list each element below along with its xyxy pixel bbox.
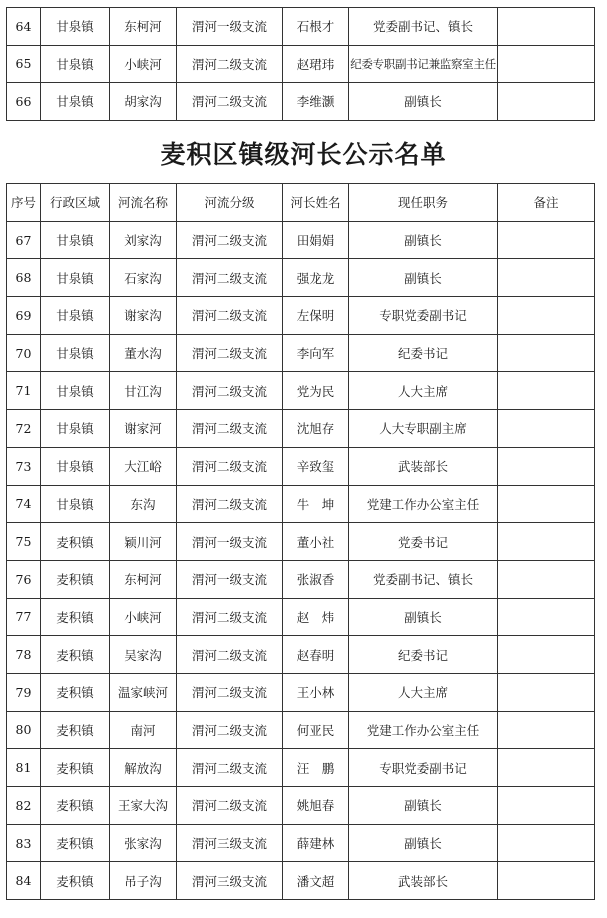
header-remark: 备注	[498, 184, 595, 222]
cell-no: 83	[7, 824, 41, 862]
cell-region: 甘泉镇	[41, 485, 110, 523]
cell-river: 大江峪	[110, 447, 177, 485]
cell-level: 渭河二级支流	[177, 410, 283, 448]
cell-level: 渭河二级支流	[177, 711, 283, 749]
cell-region: 甘泉镇	[41, 372, 110, 410]
table-row	[7, 824, 595, 862]
cell-remark	[498, 410, 595, 448]
cell-region: 麦积镇	[41, 636, 110, 674]
page-title: 麦积区镇级河长公示名单	[160, 140, 447, 169]
header-no: 序号	[7, 184, 41, 222]
cell-remark	[498, 560, 595, 598]
cell-no: 71	[7, 372, 41, 410]
cell-level: 渭河二级支流	[177, 259, 283, 297]
cell-level: 渭河二级支流	[177, 334, 283, 372]
cell-river: 东柯河	[110, 8, 177, 46]
cell-region: 甘泉镇	[41, 334, 110, 372]
table-row	[7, 636, 595, 674]
cell-river: 谢家沟	[110, 297, 177, 335]
header-level: 河流分级	[177, 184, 283, 222]
table-row	[7, 83, 595, 121]
cell-level: 渭河三级支流	[177, 862, 283, 900]
cell-level: 渭河二级支流	[177, 372, 283, 410]
table-row	[7, 45, 595, 83]
cell-chief: 赵春明	[283, 636, 349, 674]
cell-region: 麦积镇	[41, 523, 110, 561]
cell-chief: 强龙龙	[283, 259, 349, 297]
cell-level: 渭河一级支流	[177, 8, 283, 46]
header-river: 河流名称	[110, 184, 177, 222]
cell-region: 麦积镇	[41, 862, 110, 900]
cell-remark	[498, 523, 595, 561]
cell-no: 70	[7, 334, 41, 372]
cell-level: 渭河二级支流	[177, 485, 283, 523]
table-row	[7, 297, 595, 335]
cell-chief: 薛建林	[283, 824, 349, 862]
cell-level: 渭河三级支流	[177, 824, 283, 862]
table-row	[7, 8, 595, 46]
cell-river: 吴家沟	[110, 636, 177, 674]
cell-position: 党委副书记、镇长	[349, 560, 498, 598]
cell-region: 甘泉镇	[41, 221, 110, 259]
cell-region: 甘泉镇	[41, 8, 110, 46]
table-row	[7, 749, 595, 787]
cell-remark	[498, 259, 595, 297]
table-row	[7, 485, 595, 523]
cell-remark	[498, 447, 595, 485]
cell-river: 石家沟	[110, 259, 177, 297]
cell-river: 谢家河	[110, 410, 177, 448]
cell-river: 张家沟	[110, 824, 177, 862]
cell-remark	[498, 297, 595, 335]
header-position: 现任职务	[349, 184, 498, 222]
cell-no: 76	[7, 560, 41, 598]
cell-position: 专职党委副书记	[349, 297, 498, 335]
cell-no: 72	[7, 410, 41, 448]
cell-chief: 李维灏	[283, 83, 349, 121]
cell-level: 渭河二级支流	[177, 673, 283, 711]
cell-position: 副镇长	[349, 598, 498, 636]
cell-region: 麦积镇	[41, 598, 110, 636]
cell-river: 小峡河	[110, 598, 177, 636]
cell-position: 人大专职副主席	[349, 410, 498, 448]
cell-remark	[498, 749, 595, 787]
cell-no: 84	[7, 862, 41, 900]
header-chief: 河长姓名	[283, 184, 349, 222]
cell-level: 渭河二级支流	[177, 297, 283, 335]
cell-no: 78	[7, 636, 41, 674]
cell-remark	[498, 673, 595, 711]
cell-river: 南河	[110, 711, 177, 749]
cell-no: 74	[7, 485, 41, 523]
table-row	[7, 862, 595, 900]
cell-level: 渭河二级支流	[177, 749, 283, 787]
cell-remark	[498, 221, 595, 259]
cell-remark	[498, 372, 595, 410]
cell-no: 68	[7, 259, 41, 297]
cell-chief: 辛致玺	[283, 447, 349, 485]
cell-no: 64	[7, 8, 41, 46]
cell-region: 麦积镇	[41, 749, 110, 787]
cell-position: 党委书记	[349, 523, 498, 561]
cell-level: 渭河二级支流	[177, 447, 283, 485]
cell-position: 武装部长	[349, 447, 498, 485]
cell-no: 79	[7, 673, 41, 711]
cell-river: 胡家沟	[110, 83, 177, 121]
cell-chief: 王小林	[283, 673, 349, 711]
cell-remark	[498, 8, 595, 46]
cell-remark	[498, 862, 595, 900]
table-row	[7, 787, 595, 825]
cell-region: 甘泉镇	[41, 297, 110, 335]
cell-position: 纪委专职副书记兼监察室主任	[349, 45, 498, 83]
cell-chief: 李向军	[283, 334, 349, 372]
table-row	[7, 673, 595, 711]
cell-no: 80	[7, 711, 41, 749]
cell-no: 67	[7, 221, 41, 259]
cell-chief: 潘文超	[283, 862, 349, 900]
cell-chief: 田娟娟	[283, 221, 349, 259]
cell-chief: 张淑香	[283, 560, 349, 598]
cell-river: 小峡河	[110, 45, 177, 83]
cell-remark	[498, 485, 595, 523]
cell-position: 副镇长	[349, 824, 498, 862]
cell-position: 党委副书记、镇长	[349, 8, 498, 46]
table-row	[7, 410, 595, 448]
cell-position: 专职党委副书记	[349, 749, 498, 787]
cell-position: 人大主席	[349, 372, 498, 410]
cell-region: 甘泉镇	[41, 259, 110, 297]
cell-region: 麦积镇	[41, 673, 110, 711]
cell-position: 副镇长	[349, 221, 498, 259]
cell-remark	[498, 636, 595, 674]
cell-river: 温家峡河	[110, 673, 177, 711]
cell-river: 刘家沟	[110, 221, 177, 259]
cell-river: 东沟	[110, 485, 177, 523]
cell-level: 渭河一级支流	[177, 523, 283, 561]
continued-table-body	[7, 8, 595, 121]
table-row	[7, 447, 595, 485]
cell-region: 麦积镇	[41, 824, 110, 862]
cell-region: 甘泉镇	[41, 447, 110, 485]
cell-chief: 左保明	[283, 297, 349, 335]
cell-remark	[498, 824, 595, 862]
cell-no: 77	[7, 598, 41, 636]
cell-position: 人大主席	[349, 673, 498, 711]
cell-position: 纪委书记	[349, 636, 498, 674]
cell-level: 渭河二级支流	[177, 636, 283, 674]
cell-no: 75	[7, 523, 41, 561]
table-row	[7, 560, 595, 598]
cell-chief: 赵珺玮	[283, 45, 349, 83]
cell-remark	[498, 45, 595, 83]
cell-position: 纪委书记	[349, 334, 498, 372]
cell-river: 董水沟	[110, 334, 177, 372]
cell-region: 麦积镇	[41, 711, 110, 749]
cell-level: 渭河二级支流	[177, 598, 283, 636]
cell-position: 武装部长	[349, 862, 498, 900]
cell-level: 渭河二级支流	[177, 45, 283, 83]
cell-region: 麦积镇	[41, 787, 110, 825]
cell-chief: 石根才	[283, 8, 349, 46]
continued-table	[6, 7, 595, 121]
cell-position: 副镇长	[349, 787, 498, 825]
cell-river: 颖川河	[110, 523, 177, 561]
table-row	[7, 598, 595, 636]
cell-chief: 沈旭存	[283, 410, 349, 448]
cell-remark	[498, 334, 595, 372]
table-row	[7, 523, 595, 561]
cell-no: 66	[7, 83, 41, 121]
cell-river: 解放沟	[110, 749, 177, 787]
cell-river: 东柯河	[110, 560, 177, 598]
cell-river: 王家大沟	[110, 787, 177, 825]
table-row	[7, 372, 595, 410]
cell-no: 81	[7, 749, 41, 787]
cell-level: 渭河二级支流	[177, 221, 283, 259]
cell-level: 渭河二级支流	[177, 787, 283, 825]
cell-river: 吊子沟	[110, 862, 177, 900]
cell-no: 65	[7, 45, 41, 83]
cell-chief: 何亚民	[283, 711, 349, 749]
cell-position: 副镇长	[349, 259, 498, 297]
cell-remark	[498, 711, 595, 749]
river-chief-table-body	[7, 221, 595, 899]
cell-position: 副镇长	[349, 83, 498, 121]
table-row	[7, 259, 595, 297]
cell-no: 82	[7, 787, 41, 825]
cell-no: 73	[7, 447, 41, 485]
cell-chief: 董小社	[283, 523, 349, 561]
cell-region: 甘泉镇	[41, 410, 110, 448]
header-region: 行政区域	[41, 184, 110, 222]
cell-no: 69	[7, 297, 41, 335]
cell-remark	[498, 598, 595, 636]
cell-remark	[498, 83, 595, 121]
cell-chief: 姚旭春	[283, 787, 349, 825]
cell-chief: 汪 鹏	[283, 749, 349, 787]
river-chief-table	[6, 183, 595, 900]
table-row	[7, 711, 595, 749]
cell-position: 党建工作办公室主任	[349, 485, 498, 523]
table-row	[7, 221, 595, 259]
cell-chief: 赵 炜	[283, 598, 349, 636]
cell-position: 党建工作办公室主任	[349, 711, 498, 749]
cell-region: 甘泉镇	[41, 83, 110, 121]
cell-chief: 牛 坤	[283, 485, 349, 523]
cell-region: 麦积镇	[41, 560, 110, 598]
table-row	[7, 334, 595, 372]
cell-level: 渭河一级支流	[177, 560, 283, 598]
cell-region: 甘泉镇	[41, 45, 110, 83]
cell-level: 渭河二级支流	[177, 83, 283, 121]
cell-chief: 党为民	[283, 372, 349, 410]
cell-river: 甘江沟	[110, 372, 177, 410]
cell-remark	[498, 787, 595, 825]
table-header-row	[7, 184, 595, 222]
